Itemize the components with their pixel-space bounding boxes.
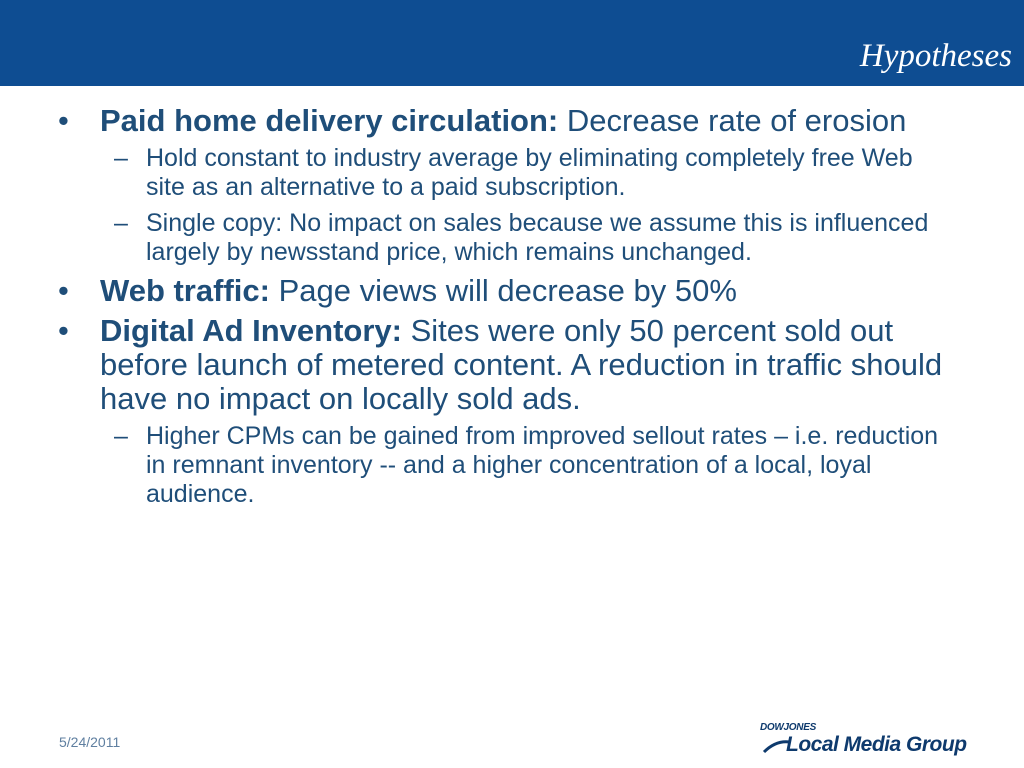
bullet-text: Page views will decrease by 50%	[278, 273, 737, 308]
dash-marker: –	[114, 144, 128, 172]
bullet-digital-ad-inventory	[58, 314, 958, 416]
dash-marker: –	[114, 422, 128, 450]
bullet-lead: Web traffic:	[100, 273, 270, 308]
sub-bullet-higher-cpms	[100, 422, 958, 509]
bullet-marker: •	[58, 313, 69, 348]
sub-bullet-text: Higher CPMs can be gained from improved sellout rates – i.e. reduction in remnant inventory -- and a higher concentration of a local, loyal audience.	[146, 422, 939, 508]
slide-title: Hypotheses	[859, 38, 1012, 74]
bullet-paid-home-delivery	[58, 104, 958, 138]
bullet-text: Sites were only 50 percent sold out before launch of metered content. A reduction in traffic should have no impact on locally sold ads.	[100, 313, 943, 416]
logo-top-text: DOWJONES	[760, 722, 816, 733]
bullet-lead: Paid home delivery circulation:	[100, 103, 559, 138]
sub-bullet-text: Hold constant to industry average by eliminating completely free Web site as an alternative to a paid subscription.	[146, 144, 913, 201]
sub-bullet-hold-constant	[100, 144, 958, 202]
bullet-web-traffic	[58, 274, 958, 308]
header-bar	[0, 0, 1024, 86]
bullet-marker: •	[58, 273, 69, 308]
sub-bullet-text: Single copy: No impact on sales because we assume this is influenced largely by newsstand price, which remains unchanged.	[146, 209, 929, 266]
sub-bullet-single-copy	[100, 209, 958, 267]
dash-marker: –	[114, 209, 128, 237]
slide-content	[58, 104, 958, 516]
dow-jones-local-media-group-logo	[760, 722, 970, 758]
bullet-marker: •	[58, 103, 69, 138]
slide-date: 5/24/2011	[59, 734, 121, 750]
bullet-lead: Digital Ad Inventory:	[100, 313, 402, 348]
bullet-text: Decrease rate of erosion	[566, 103, 907, 138]
logo-main-text: Local Media Group	[786, 733, 967, 756]
